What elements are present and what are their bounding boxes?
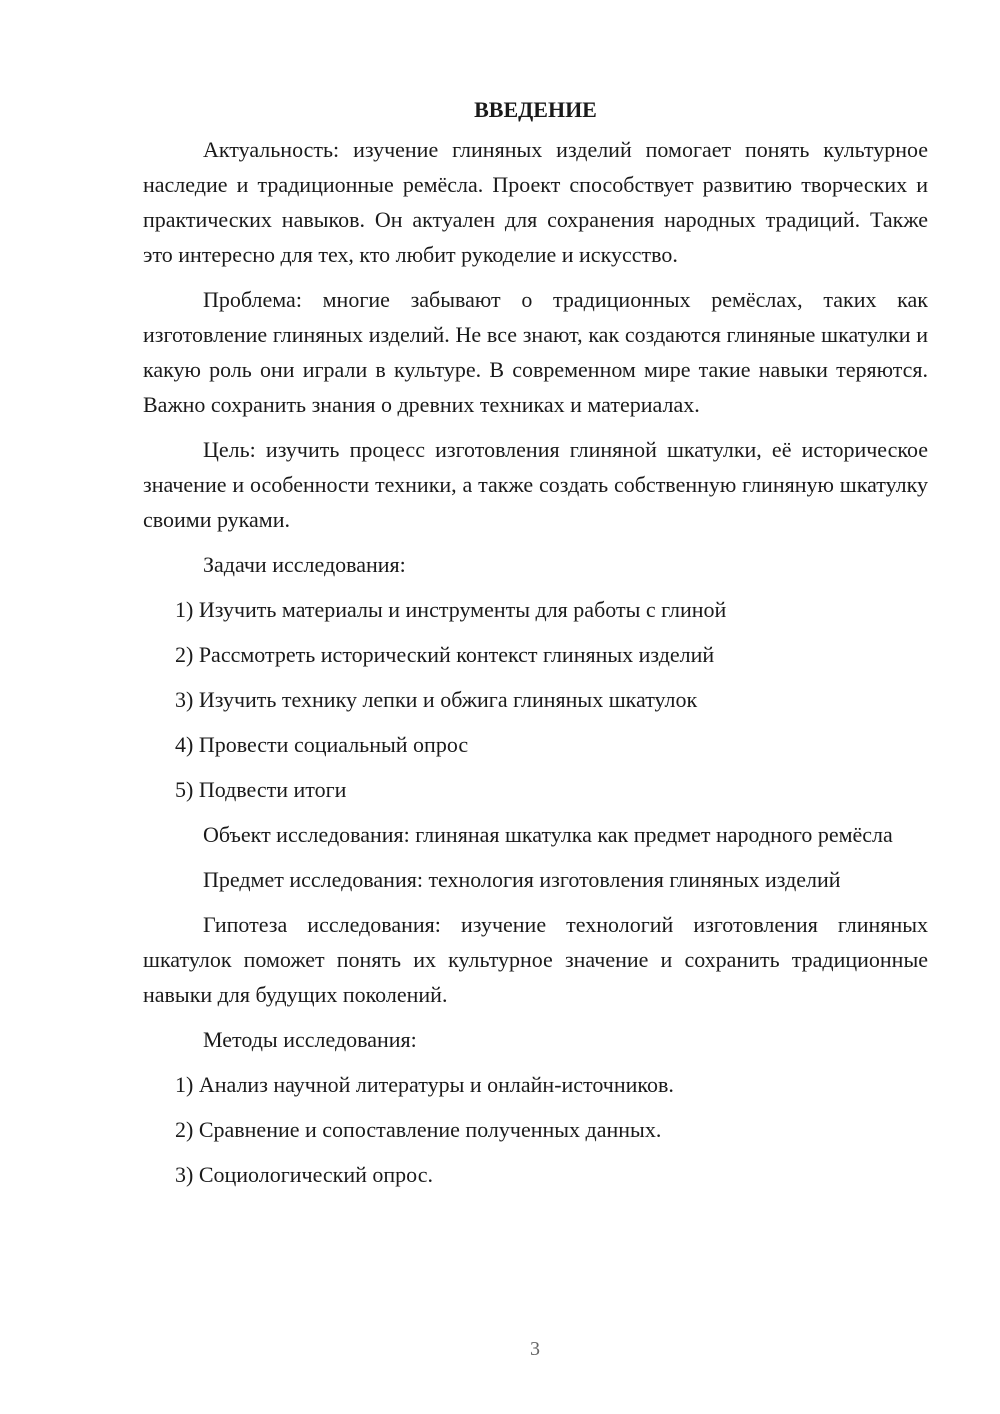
goal-paragraph: Цель: изучить процесс изготовления глиняной шкатулки, её историческое значение и особенности техники, а также создать собственную глиняную шкатулку своими руками. (143, 437, 928, 532)
tasks-list (143, 592, 928, 807)
method-item: 2) Сравнение и сопоставление полученных данных. (175, 1117, 662, 1142)
tasks-label: Задачи исследования: (203, 552, 406, 577)
methods-label: Методы исследования: (203, 1027, 417, 1052)
relevance-paragraph: Актуальность: изучение глиняных изделий помогает понять культурное наследие и традиционные ремёсла. Проект способствует развитию творческих и практических навыков. Он актуален для сохранения народных традиций. Также это интересно для тех, кто любит рукоделие и искусство. (143, 137, 928, 267)
object-paragraph: Объект исследования: глиняная шкатулка как предмет народного ремёсла (203, 822, 893, 847)
page-number: 3 (530, 1338, 540, 1360)
task-item: 2) Рассмотреть исторический контекст глиняных изделий (175, 642, 715, 667)
task-item: 1) Изучить материалы и инструменты для работы с глиной (175, 597, 727, 622)
method-item: 1) Анализ научной литературы и онлайн-источников. (175, 1072, 674, 1097)
task-item: 4) Провести социальный опрос (175, 732, 469, 757)
task-item: 3) Изучить технику лепки и обжига глиняных шкатулок (175, 687, 698, 712)
methods-list (143, 1067, 928, 1192)
page-content (143, 92, 928, 1202)
method-item: 3) Социологический опрос. (175, 1162, 433, 1187)
task-item: 5) Подвести итоги (175, 777, 347, 802)
hypothesis-paragraph: Гипотеза исследования: изучение технологий изготовления глиняных шкатулок поможет понять их культурное значение и сохранить традиционные навыки для будущих поколений. (143, 912, 928, 1007)
subject-paragraph: Предмет исследования: технология изготовления глиняных изделий (203, 867, 841, 892)
section-heading: ВВЕДЕНИЕ (474, 97, 597, 122)
problem-paragraph: Проблема: многие забывают о традиционных ремёслах, таких как изготовление глиняных изделий. Не все знают, как создаются глиняные шкатулки и какую роль они играли в культуре. В современном мире такие навыки теряются. Важно сохранить знания о древних техниках и материалах. (143, 287, 928, 417)
